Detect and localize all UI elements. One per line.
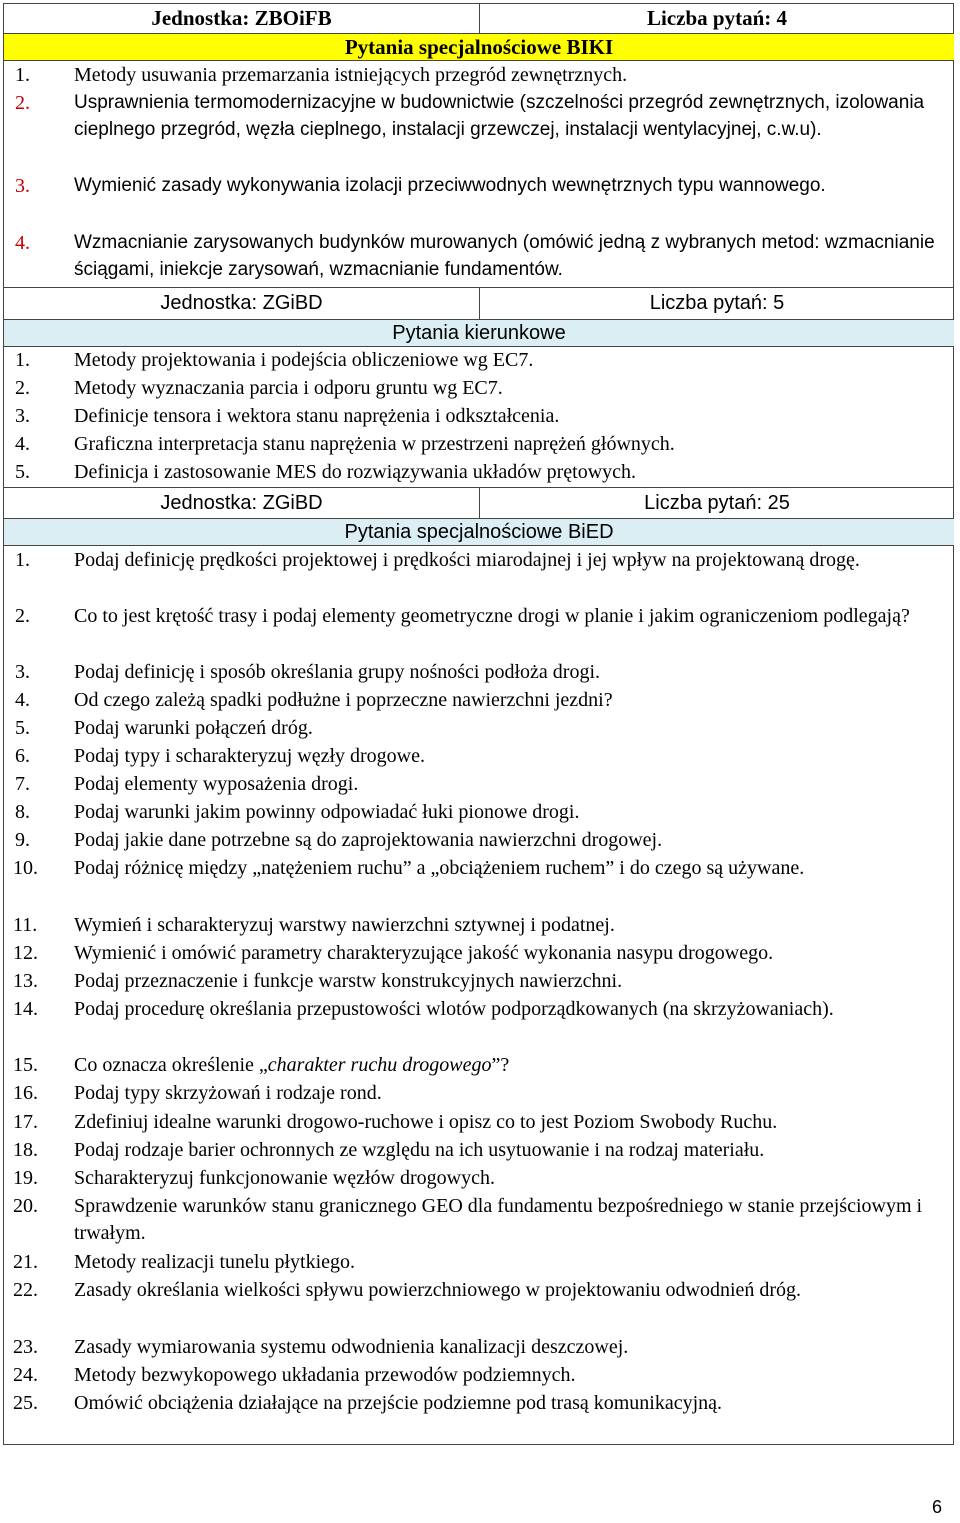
item-text-italic: charakter ruchu drogowego <box>267 1054 492 1076</box>
item-number: 4. <box>15 232 30 254</box>
item-number: 20. <box>13 1195 38 1217</box>
item-number: 15. <box>13 1054 38 1076</box>
item-text: Usprawnienia termomodernizacyjne w budownictwie (szczelności przegród zewnętrznych, izolowania cieplnego przegród, węzła cieplnego, instalacji grzewczej, instalacji wentylacyjnej, c.w.u). <box>74 92 925 140</box>
item-text: Podaj definicję i sposób określania grupy nośności podłoża drogi. <box>74 661 601 683</box>
item-text: Podaj jakie dane potrzebne są do zaprojektowania nawierzchni drogowej. <box>74 829 663 851</box>
item-text-after: ”? <box>491 1054 510 1076</box>
item-text: Scharakteryzuj funkcjonowanie węzłów drogowych. <box>74 1167 495 1189</box>
item-text: Wymienić i omówić parametry charakteryzujące jakość wykonania nasypu drogowego. <box>74 942 774 964</box>
item-text: Metody projektowania i podejścia obliczeniowe wg EC7. <box>74 349 534 371</box>
item-number: 4. <box>15 433 30 455</box>
item-text: Podaj różnicę między „natężeniem ruchu” a „obciążeniem ruchem” i do czego są używane. <box>74 857 805 879</box>
item-number: 13. <box>13 970 38 992</box>
section1-header-row <box>4 4 954 34</box>
item-text: Od czego zależą spadki podłużne i poprzeczne nawierzchni jezdni? <box>74 689 613 711</box>
section2-header-row <box>4 287 954 320</box>
item-text <box>74 1052 944 1079</box>
section1-unit: Jednostka: ZBOiFB <box>4 4 480 33</box>
item-text: Co to jest krętość trasy i podaj elementy geometryczne drogi w planie i jakim ograniczeniom podlegają? <box>74 605 910 627</box>
item-number: 3. <box>15 405 30 427</box>
item-text: Podaj elementy wyposażenia drogi. <box>74 773 359 795</box>
item-number: 3. <box>15 175 30 197</box>
item-number: 24. <box>13 1364 38 1386</box>
item-number: 21. <box>13 1251 38 1273</box>
section1-count: Liczba pytań: 4 <box>646 6 787 30</box>
item-text: Podaj procedurę określania przepustowości wlotów podporządkowanych (na skrzyżowaniach). <box>74 998 834 1020</box>
item-text: Sprawdzenie warunków stanu granicznego GEO dla fundamentu bezpośredniego w stanie przejściowym i trwałym. <box>74 1195 923 1244</box>
item-text: Podaj definicję prędkości projektowej i prędkości miarodajnej i jej wpływ na projektowaną drogę. <box>74 549 860 571</box>
item-text: Zdefiniuj idealne warunki drogowo-ruchowe i opisz co to jest Poziom Swobody Ruchu. <box>74 1111 778 1133</box>
item-number: 25. <box>13 1392 38 1414</box>
item-text: Zasady określania wielkości spływu powierzchniowego w projektowaniu odwodnień dróg. <box>74 1279 802 1301</box>
item-text: Podaj typy i scharakteryzuj węzły drogowe. <box>74 745 426 767</box>
section1-title: Pytania specjalnościowe BIKI <box>4 34 954 61</box>
section3-unit: Jednostka: ZGiBD <box>4 488 480 518</box>
item-text: Zasady wymiarowania systemu odwodnienia kanalizacji deszczowej. <box>74 1336 629 1358</box>
page-number: 6 <box>931 1497 942 1517</box>
item-text: Definicje tensora i wektora stanu naprężenia i odkształcenia. <box>74 405 560 427</box>
item-number: 2. <box>15 92 30 114</box>
item-number: 23. <box>13 1336 38 1358</box>
item-number: 22. <box>13 1279 38 1301</box>
item-text: Wzmacnianie zarysowanych budynków murowanych (omówić jedną z wybranych metod: wzmacnianie ściągami, iniekcje zarysowań, wzmacnianie fundamentów. <box>74 232 935 280</box>
item-text: Metody bezwykopowego układania przewodów podziemnych. <box>74 1364 576 1386</box>
item-text-before: Co oznacza określenie „ <box>74 1054 268 1076</box>
item-number: 9. <box>15 829 30 851</box>
section2-count: Liczba pytań: 5 <box>649 292 785 314</box>
item-text: Definicja i zastosowanie MES do rozwiązywania układów prętowych. <box>74 461 637 483</box>
item-number: 16. <box>13 1082 38 1104</box>
item-text: Podaj warunki połączeń dróg. <box>74 717 313 739</box>
item-number: 19. <box>13 1167 38 1189</box>
item-number: 4. <box>15 689 30 711</box>
item-text: Podaj typy skrzyżowań i rodzaje rond. <box>74 1082 382 1104</box>
section3-header-row <box>4 487 954 519</box>
section3-title: Pytania specjalnościowe BiED <box>4 519 954 546</box>
item-number: 12. <box>13 942 38 964</box>
item-number: 7. <box>15 773 30 795</box>
item-text: Wymień i scharakteryzuj warstwy nawierzchni sztywnej i podatnej. <box>74 914 615 936</box>
item-number: 11. <box>13 914 38 936</box>
item-text: Podaj przeznaczenie i funkcje warstw konstrukcyjnych nawierzchni. <box>74 970 623 992</box>
item-number: 5. <box>15 717 30 739</box>
item-number: 18. <box>13 1139 38 1161</box>
item-number: 1. <box>15 349 30 371</box>
item-number: 1. <box>15 64 30 86</box>
item-text: Metody usuwania przemarzania istniejących przegród zewnętrznych. <box>74 64 628 86</box>
item-number: 1. <box>15 549 30 571</box>
item-text: Metody wyznaczania parcia i odporu gruntu wg EC7. <box>74 377 503 399</box>
item-number: 2. <box>15 605 30 627</box>
section2-title: Pytania kierunkowe <box>4 320 954 347</box>
item-number: 8. <box>15 801 30 823</box>
item-text: Podaj warunki jakim powinny odpowiadać łuki pionowe drogi. <box>74 801 580 823</box>
item-number: 14. <box>13 998 38 1020</box>
item-number: 3. <box>15 661 30 683</box>
item-text: Metody realizacji tunelu płytkiego. <box>74 1251 356 1273</box>
section2-unit: Jednostka: ZGiBD <box>4 288 480 319</box>
item-text: Wymienić zasady wykonywania izolacji przeciwwodnych wewnętrznych typu wannowego. <box>74 175 826 196</box>
section3-count: Liczba pytań: 25 <box>644 491 790 514</box>
item-text: Podaj rodzaje barier ochronnych ze względu na ich usytuowanie i na rodzaj materiału. <box>74 1139 765 1161</box>
item-number: 6. <box>15 745 30 767</box>
item-text: Omówić obciążenia działające na przejście podziemne pod trasą komunikacyjną. <box>74 1392 723 1414</box>
item-number: 5. <box>15 461 30 483</box>
item-text: Graficzna interpretacja stanu naprężenia w przestrzeni naprężeń głównych. <box>74 433 675 455</box>
item-number: 17. <box>13 1111 38 1133</box>
item-number: 2. <box>15 377 30 399</box>
item-number: 10. <box>13 857 38 879</box>
